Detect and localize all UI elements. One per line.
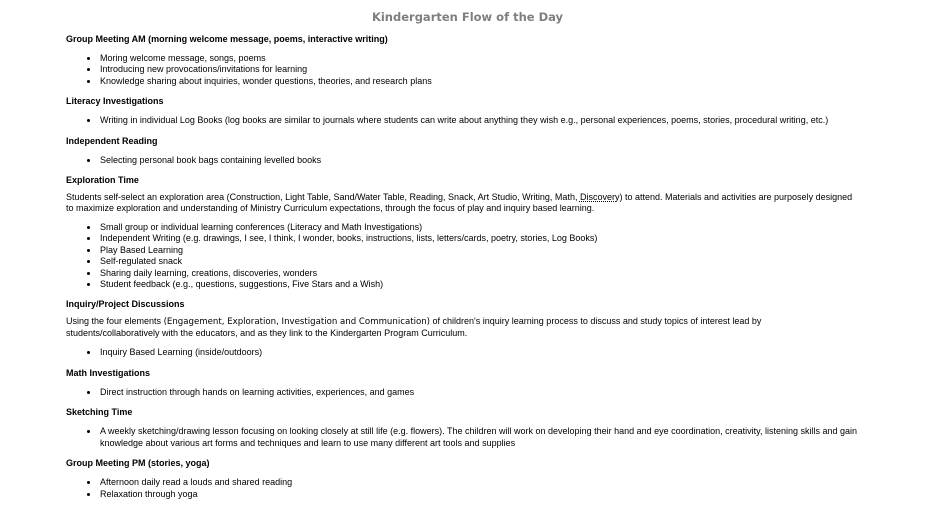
list-item: Sharing daily learning, creations, discoveries, wonders	[100, 268, 870, 279]
section-paragraph	[66, 316, 856, 339]
section-heading: Math Investigations	[66, 367, 151, 378]
list-item: A weekly sketching/drawing lesson focusing on looking closely at still life (e.g. flowers). The children will work on developing their hand and eye coordination, creativity, listening skills and gain knowledge about various art forms and techniques and learn to use many different art tools and supplies	[100, 426, 870, 449]
document-title: Kindergarten Flow of the Day	[371, 10, 564, 24]
list-item: Independent Writing (e.g. drawings, I see, I think, I wonder, books, instructions, lists, letters/cards, poetry, stories, Log Books)	[100, 233, 870, 244]
list-item: Knowledge sharing about inquiries, wonder questions, theories, and research plans	[100, 76, 870, 87]
bullet-list	[66, 222, 935, 290]
paragraph-text: Using the four elements	[66, 316, 164, 327]
list-item: Direct instruction through hands on learning activities, experiences, and games	[100, 387, 870, 398]
paragraph-underlined-word: Discovery	[579, 192, 620, 203]
section-literacy-investigations	[66, 96, 935, 126]
section-group-meeting-pm	[66, 458, 935, 500]
bullet-list	[66, 155, 935, 166]
list-item: Play Based Learning	[100, 245, 870, 256]
section-inquiry-project-discussions	[66, 299, 935, 358]
bullet-list	[66, 426, 935, 449]
section-math-investigations	[66, 368, 935, 398]
paragraph-text: of children's inquiry learning process to discuss and study topics of interest lead by students/collaboratively with the educators, and as they link to the Kindergarten Program Curriculum.	[66, 316, 762, 339]
bullet-list	[66, 115, 935, 126]
section-sketching-time	[66, 407, 935, 449]
list-item: Small group or individual learning conferences (Literacy and Math Investigations)	[100, 222, 870, 233]
list-item: Afternoon daily read a louds and shared reading	[100, 477, 870, 488]
section-heading: Group Meeting PM (stories, yoga)	[66, 458, 210, 469]
list-item: Introducing new provocations/invitations for learning	[100, 64, 870, 75]
bullet-list	[66, 477, 935, 500]
list-item: Student feedback (e.g., questions, suggestions, Five Stars and a Wish)	[100, 279, 870, 290]
section-heading: Independent Reading	[66, 135, 158, 146]
paragraph-elements-text: (Engagement, Exploration, Investigation and Communication)	[163, 317, 431, 328]
section-independent-reading	[66, 136, 935, 166]
list-item: Writing in individual Log Books (log books are similar to journals where students can write about anything they wish e.g., personal experiences, poems, stories, procedural writing, etc.)	[100, 115, 870, 126]
list-item: Selecting personal book bags containing levelled books	[100, 155, 870, 166]
section-group-meeting-am	[66, 34, 935, 87]
list-item: Self-regulated snack	[100, 256, 870, 267]
section-heading: Inquiry/Project Discussions	[66, 299, 185, 310]
section-exploration-time	[66, 175, 935, 290]
paragraph-text: Students self-select an exploration area (Construction, Light Table, Sand/Water Table, Reading, Snack, Art Studio, Writing, Math,	[66, 192, 580, 203]
bullet-list	[66, 53, 935, 87]
section-heading: Sketching Time	[66, 407, 133, 418]
section-paragraph	[66, 192, 856, 214]
list-item: Inquiry Based Learning (inside/outdoors)	[100, 347, 870, 358]
section-heading: Exploration Time	[66, 175, 139, 186]
bullet-list	[66, 347, 935, 358]
paragraph-text: ) to attend. Materials and activities are purposely designed to maximize exploration and understanding of Ministry Curriculum expectations, through the focus of play and inquiry based learning.	[66, 192, 853, 214]
section-heading: Literacy Investigations	[66, 96, 164, 107]
bullet-list	[66, 387, 935, 398]
list-item: Relaxation through yoga	[100, 489, 870, 500]
list-item: Moring welcome message, songs, poems	[100, 53, 870, 64]
section-heading: Group Meeting AM (morning welcome message, poems, interactive writing)	[66, 34, 388, 44]
